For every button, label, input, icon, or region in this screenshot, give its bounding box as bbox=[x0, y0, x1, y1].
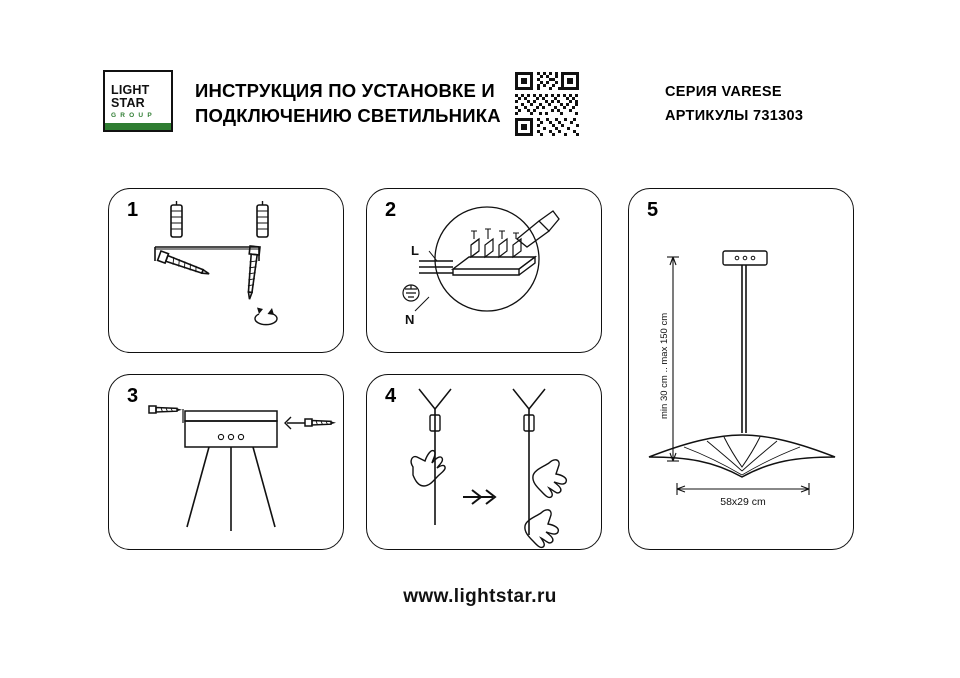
step-number-1: 1 bbox=[127, 199, 139, 221]
website-link[interactable]: www.lightstar.ru bbox=[403, 586, 557, 607]
page-title bbox=[195, 78, 515, 128]
step-3-illustration bbox=[109, 375, 345, 551]
step-number-5: 5 bbox=[647, 199, 659, 221]
logo-green-bar bbox=[105, 123, 171, 130]
live-wire-label: L bbox=[411, 243, 419, 258]
logo-line-2: STAR bbox=[111, 95, 145, 110]
step-1-illustration bbox=[109, 189, 345, 354]
step-panel-4 bbox=[366, 374, 602, 550]
article-label: АРТИКУЛЫ 731303 bbox=[665, 108, 804, 124]
step-panel-3 bbox=[108, 374, 344, 550]
step-panel-1 bbox=[108, 188, 344, 353]
series-label: СЕРИЯ VARESE bbox=[665, 84, 782, 100]
step-number-4: 4 bbox=[385, 385, 397, 407]
step-number-3: 3 bbox=[127, 385, 139, 407]
header bbox=[95, 62, 865, 144]
step-number-2: 2 bbox=[385, 199, 397, 221]
width-dimension-label: 58x29 cm bbox=[720, 496, 766, 508]
step-panel-5 bbox=[628, 188, 854, 550]
step-2-illustration bbox=[367, 189, 603, 354]
logo-group-text: G R O U P bbox=[111, 111, 153, 119]
footer bbox=[0, 586, 960, 608]
earth-symbol bbox=[403, 285, 419, 301]
width-dimension-line bbox=[677, 483, 809, 495]
height-dimension-label: min 30 cm .. max 150 cm bbox=[659, 312, 670, 419]
neutral-wire-label: N bbox=[405, 312, 415, 327]
page-title-line-1: ИНСТРУКЦИЯ ПО УСТАНОВКЕ И bbox=[195, 80, 495, 101]
qr-code bbox=[513, 70, 581, 138]
step-4-illustration bbox=[367, 375, 603, 551]
logo-line-1: LIGHT bbox=[111, 82, 150, 97]
step-5-illustration bbox=[629, 189, 855, 551]
product-info bbox=[665, 80, 865, 128]
brand-logo bbox=[103, 70, 173, 132]
step-panel-2 bbox=[366, 188, 602, 353]
page-title-line-2: ПОДКЛЮЧЕНИЮ СВЕТИЛЬНИКА bbox=[195, 105, 501, 126]
